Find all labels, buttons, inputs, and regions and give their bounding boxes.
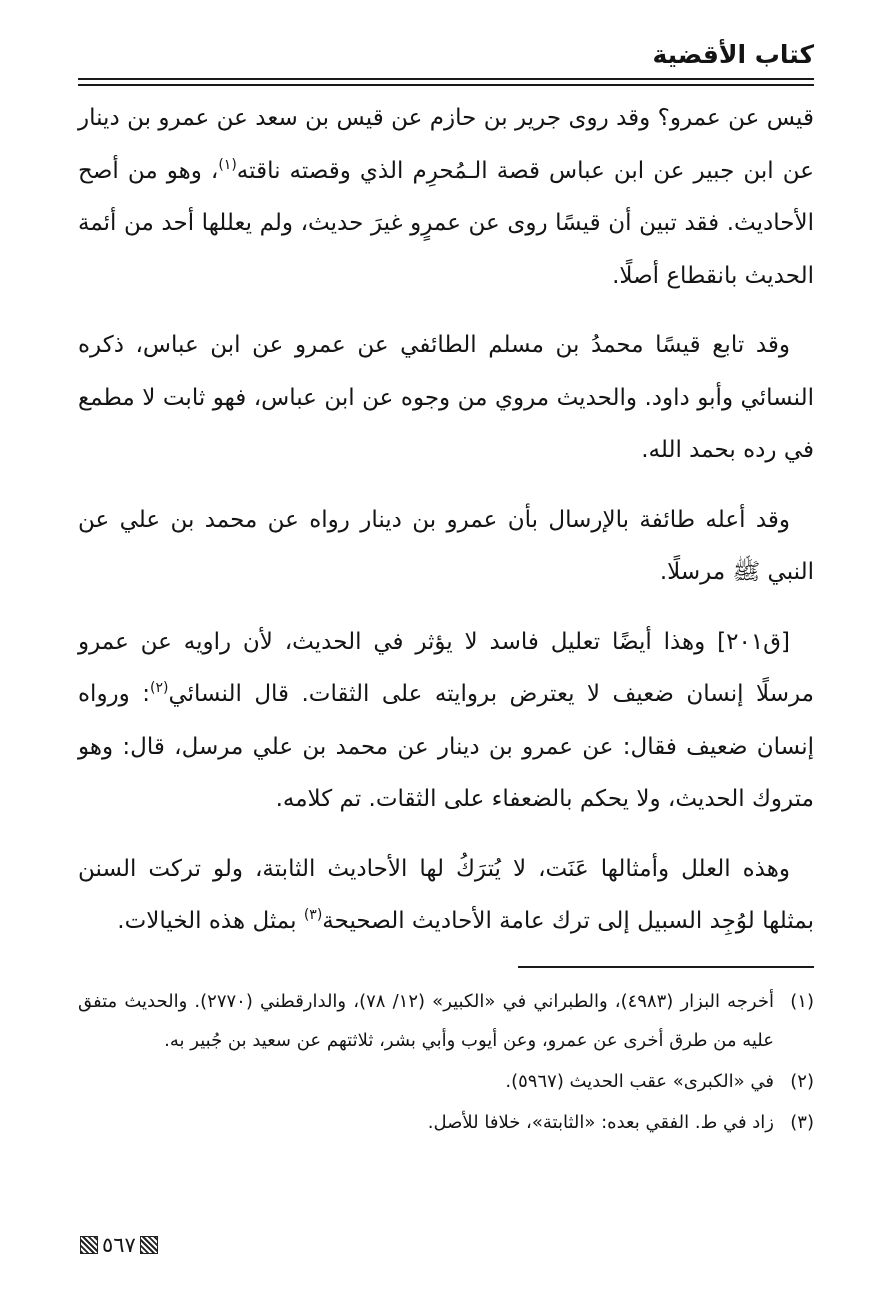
footnote-text: أخرجه البزار (٤٩٨٣)، والطبراني في «الكبير» (١٢/ ٧٨)، والدارقطني (٢٧٧٠). والحديث متفق عليه من طرق أخرى عن عمرو، وعن أيوب وأبي بشر، ثلاثتهم عن سعيد بن جُبير به.	[78, 991, 774, 1051]
paragraph-text: بمثل هذه الخيالات.	[117, 908, 304, 934]
body-text	[78, 92, 814, 965]
ornament-icon	[140, 1236, 158, 1254]
ornament-icon	[80, 1236, 98, 1254]
body-paragraph	[78, 494, 814, 599]
footnote	[78, 1062, 814, 1101]
body-paragraph	[78, 92, 814, 302]
footnote	[78, 982, 814, 1060]
paragraph-text: قيس عن عمرو؟ وقد روى جرير بن حازم عن قيس بن سعد عن عمرو بن دينار عن ابن جبير عن ابن عباس قصة الـمُحرِم الذي وقصته ناقته	[78, 105, 814, 184]
body-paragraph	[78, 616, 814, 826]
paragraph-text: وهذه العلل وأمثالها عَنَت، لا يُترَكُ لها الأحاديث الثابتة، ولو تركت السنن بمثلها لوُجِد السبيل إلى ترك عامة الأحاديث الصحيحة	[78, 855, 814, 934]
page-number: ٥٦٧	[102, 1233, 136, 1257]
paragraph-text: وقد أعله طائفة بالإرسال بأن عمرو بن دينار رواه عن محمد بن علي عن النبي ﷺ مرسلًا.	[78, 506, 814, 585]
body-paragraph	[78, 319, 814, 477]
header-rule-bottom	[78, 84, 814, 86]
header-rule-top	[78, 78, 814, 80]
footnote-number: (١)	[790, 991, 814, 1012]
footnote-marker[interactable]: (١)	[218, 156, 237, 173]
footnote-text: زاد في ط. الفقي بعده: «الثابتة»، خلافا للأصل.	[427, 1112, 774, 1133]
paragraph-text: : ورواه إنسان ضعيف فقال: عن عمرو بن دينار عن محمد بن علي مرسل، قال: وهو متروك الحديث، ولا يحكم بالضعفاء على الثقات. تم كلامه.	[78, 681, 814, 812]
footnote-text: في «الكبرى» عقب الحديث (٥٩٦٧).	[505, 1071, 774, 1092]
footnote-marker[interactable]: (٢)	[149, 680, 169, 696]
chapter-title: كتاب الأقضية	[652, 40, 814, 69]
body-paragraph	[78, 843, 814, 948]
footnote	[78, 1103, 814, 1142]
running-header	[78, 34, 814, 80]
paragraph-text: وقد تابع قيسًا محمدُ بن مسلم الطائفي عن عمرو عن ابن عباس، ذكره النسائي وأبو داود. والحديث مروي من وجوه عن ابن عباس، فهو ثابت لا مطمع في رده بحمد الله.	[78, 332, 814, 463]
paragraph-text: ، وهو من أصح الأحاديث. فقد تبين أن قيسًا روى عن عمرٍو غيرَ حديث، ولم يعللها أحد من أئمة الحديث بانقطاع أصلًا.	[78, 157, 814, 289]
page-folio	[80, 1230, 158, 1260]
footnotes	[78, 982, 814, 1144]
paragraph-text: [ق٢٠١] وهذا أيضًا تعليل فاسد لا يؤثر في الحديث، لأن راويه عن عمرو مرسلًا إنسان ضعيف لا يعترض بروايته على الثقات. قال النسائي	[78, 628, 814, 707]
footnote-marker[interactable]: (٣)	[303, 907, 323, 923]
footnote-separator	[518, 966, 814, 968]
footnote-number: (٣)	[790, 1112, 814, 1133]
footnote-number: (٢)	[790, 1071, 814, 1092]
